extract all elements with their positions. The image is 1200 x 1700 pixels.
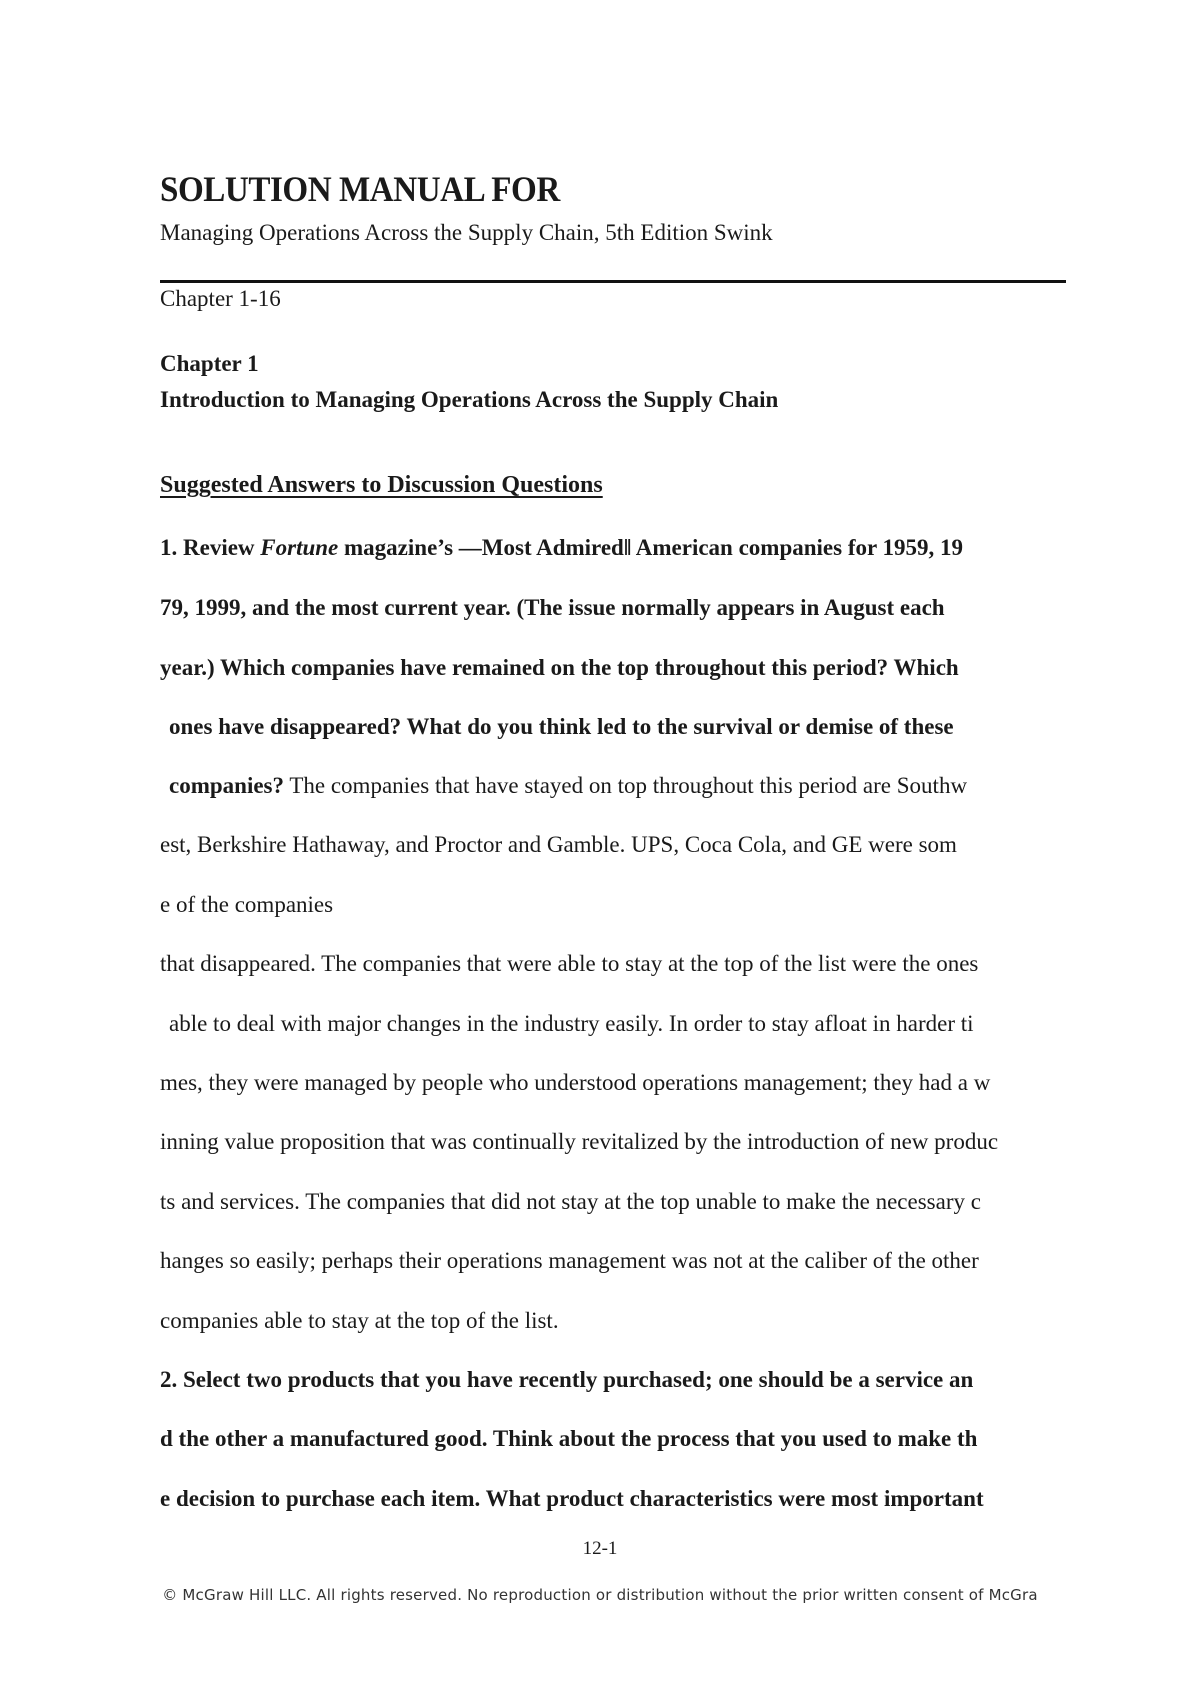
header-divider	[160, 280, 1066, 283]
copyright-notice: © McGraw Hill LLC. All rights reserved. No reproduction or distribution without the prior written consent of McGra	[162, 1586, 1038, 1604]
answer-1-start: The companies that have stayed on top throughout this period are Southw	[284, 773, 968, 798]
question-1-end: companies?	[169, 773, 284, 798]
question-1-prefix: 1. Review	[160, 535, 261, 560]
answer-1-line	[169, 771, 967, 801]
question-2-line: d the other a manufactured good. Think about the process that you used to make th	[160, 1426, 978, 1451]
answer-1-line: hanges so easily; perhaps their operations management was not at the caliber of the other	[160, 1248, 979, 1273]
answer-1-line: that disappeared. The companies that were able to stay at the top of the list were the ones	[160, 951, 979, 976]
chapter-range: Chapter 1-16	[160, 286, 281, 311]
question-2-line: e decision to purchase each item. What product characteristics were most important	[160, 1486, 984, 1511]
question-1-line: 79, 1999, and the most current year. (The issue normally appears in August each	[160, 595, 945, 620]
page-number: 12-1	[582, 1538, 618, 1559]
answer-1-line: mes, they were managed by people who understood operations management; they had a w	[160, 1070, 991, 1095]
question-1-italic-title: Fortune	[260, 535, 339, 560]
question-1-line: ones have disappeared? What do you think led to the survival or demise of these	[169, 714, 954, 739]
chapter-number: Chapter 1	[160, 351, 259, 376]
answer-1-line: inning value proposition that was continually revitalized by the introduction of new produc	[160, 1129, 999, 1154]
answer-1-line: ts and services. The companies that did not stay at the top unable to make the necessary c	[160, 1189, 981, 1214]
answer-1-line: est, Berkshire Hathaway, and Proctor and Gamble. UPS, Coca Cola, and GE were som	[160, 832, 957, 857]
section-heading: Suggested Answers to Discussion Questions	[160, 472, 603, 498]
question-1-suffix: magazine’s ―Most Admired‖ American companies for 1959, 19	[338, 535, 964, 560]
question-2-line: 2. Select two products that you have recently purchased; one should be a service an	[160, 1367, 974, 1392]
answer-1-line: e of the companies	[160, 892, 334, 917]
question-1-line	[160, 533, 963, 563]
answer-1-line: companies able to stay at the top of the list.	[160, 1308, 559, 1333]
document-title: SOLUTION MANUAL FOR	[160, 169, 560, 209]
book-subtitle: Managing Operations Across the Supply Chain, 5th Edition Swink	[160, 220, 773, 245]
chapter-title: Introduction to Managing Operations Across the Supply Chain	[160, 387, 779, 412]
question-1-line: year.) Which companies have remained on the top throughout this period? Which	[160, 655, 959, 680]
answer-1-line: able to deal with major changes in the industry easily. In order to stay afloat in harder ti	[169, 1011, 974, 1036]
